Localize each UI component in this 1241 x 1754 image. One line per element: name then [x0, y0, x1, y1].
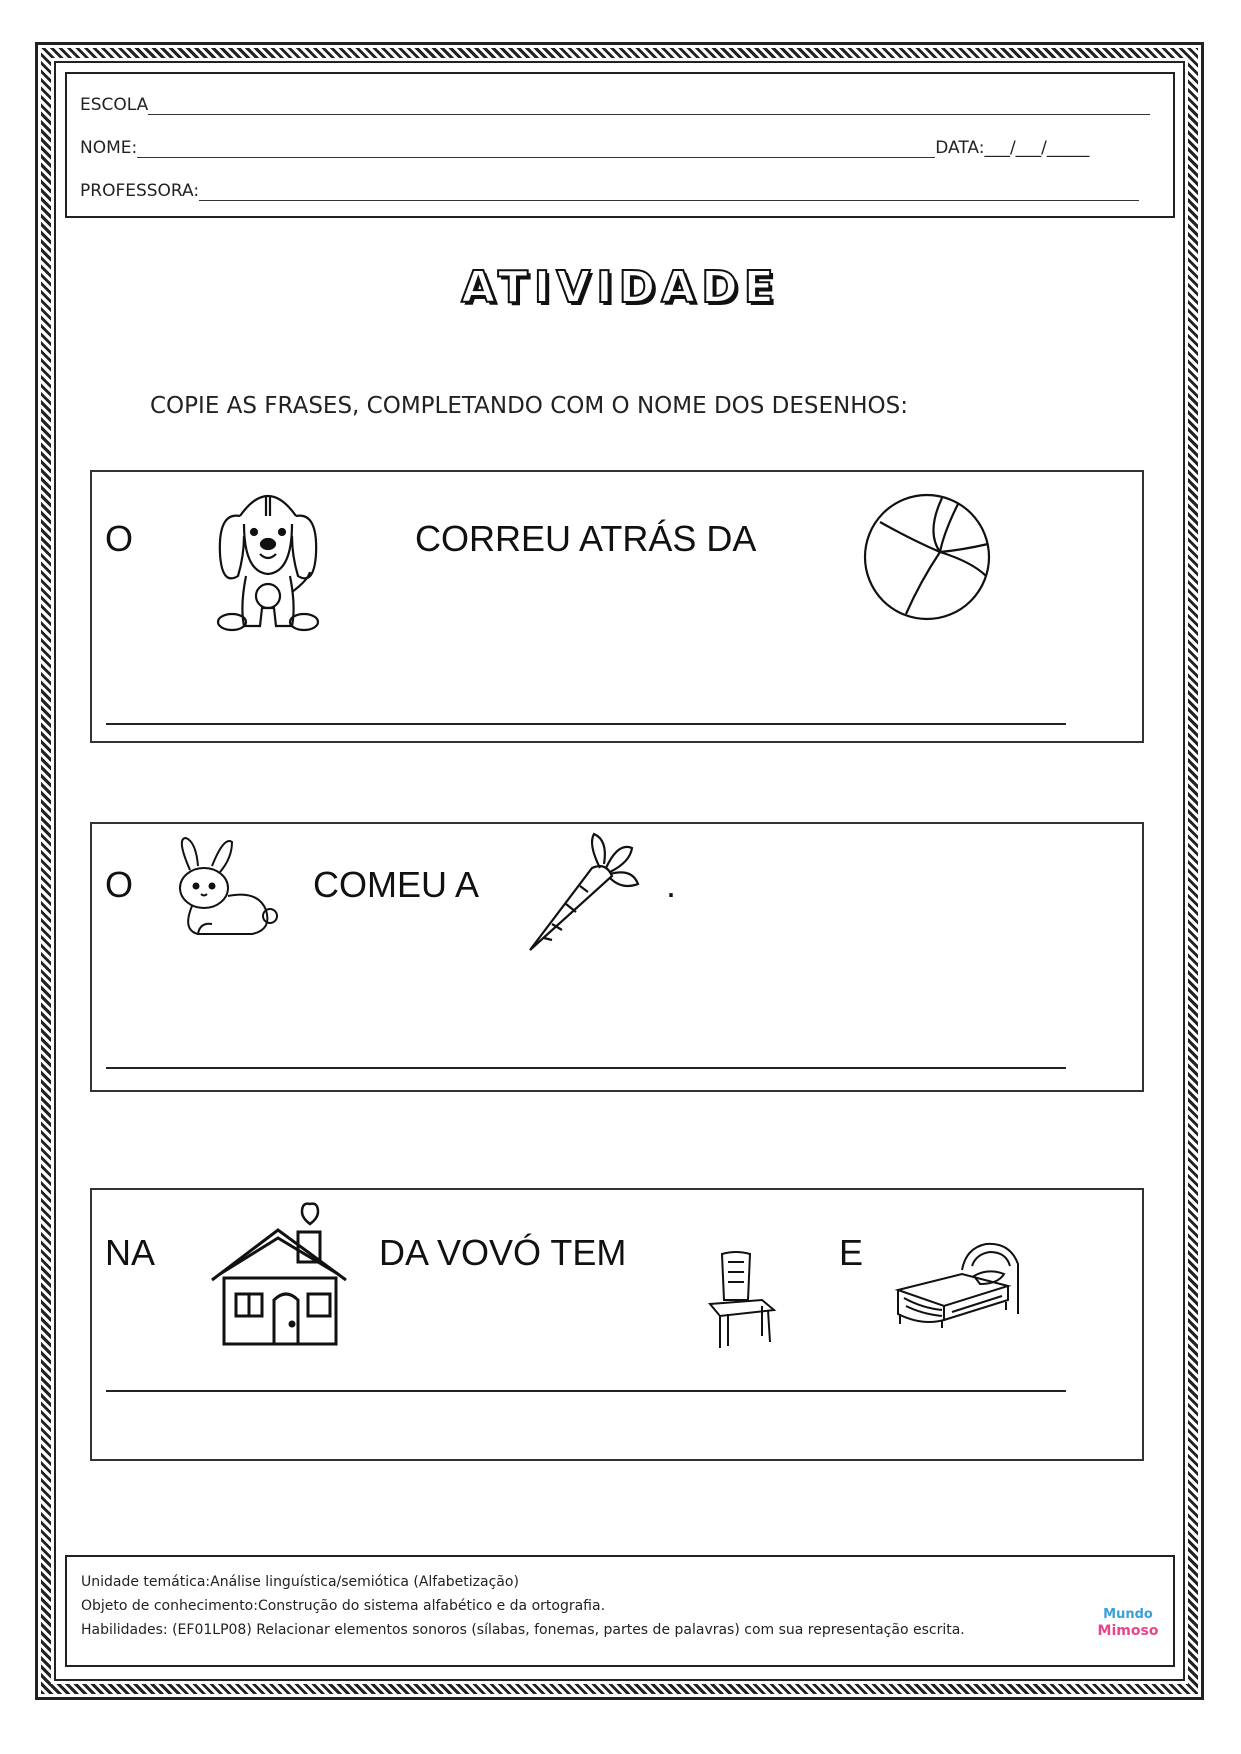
ball-drawing [862, 492, 992, 622]
carrot-drawing [522, 828, 642, 958]
exercise-3-word-2: DA VOVÓ TEM [379, 1232, 627, 1273]
nome-blank[interactable] [137, 139, 935, 158]
escola-blank[interactable] [148, 96, 1150, 115]
dog-drawing [210, 476, 326, 636]
escola-field[interactable] [80, 95, 1150, 115]
exercise-3-word-1: NA [105, 1232, 156, 1273]
professora-field[interactable] [80, 181, 1139, 201]
footer-habilidades: Habilidades: (EF01LP08) Relacionar elementos sonoros (sílabas, fonemas, partes de palavras) com sua representação escrita. [81, 1622, 965, 1638]
escola-label: ESCOLA [80, 95, 149, 115]
chair-drawing [704, 1250, 784, 1350]
nome-label: NOME: [80, 138, 138, 158]
exercise-1-word-2: CORREU ATRÁS DA [415, 518, 757, 559]
mundo-mimoso-logo [1097, 1607, 1159, 1651]
footer-objeto: Objeto de conhecimento:Construção do sistema alfabético e da ortografia. [81, 1598, 606, 1614]
exercise-2-box [90, 822, 1144, 1092]
exercise-2-period: . [666, 864, 677, 905]
nome-field[interactable] [80, 138, 1089, 158]
data-label[interactable]: DATA:___/___/_____ [935, 138, 1090, 158]
logo-line-2: Mimoso [1097, 1623, 1159, 1639]
logo-line-1: Mundo [1103, 1607, 1153, 1622]
footer-unidade: Unidade temática:Análise linguística/semiótica (Alfabetização) [81, 1574, 519, 1590]
instruction-text: COPIE AS FRASES, COMPLETANDO COM O NOME DOS DESENHOS: [150, 393, 909, 419]
curriculum-info-box [65, 1555, 1175, 1667]
exercise-1-answer-line[interactable] [106, 723, 1066, 725]
house-drawing [210, 1198, 350, 1348]
exercise-1-word-1: O [105, 518, 134, 559]
professora-label: PROFESSORA: [80, 181, 200, 201]
exercise-2-word-2: COMEU A [313, 864, 480, 905]
exercise-3-word-3: E [839, 1232, 864, 1273]
exercise-3-answer-line[interactable] [106, 1390, 1066, 1392]
professora-blank[interactable] [199, 182, 1139, 201]
exercise-1-box [90, 470, 1144, 743]
page-title: ATIVIDADE [461, 262, 780, 313]
exercise-3-box [90, 1188, 1144, 1461]
bed-drawing [892, 1240, 1032, 1330]
exercise-2-word-1: O [105, 864, 134, 905]
rabbit-drawing [162, 834, 282, 944]
exercise-2-answer-line[interactable] [106, 1067, 1066, 1069]
